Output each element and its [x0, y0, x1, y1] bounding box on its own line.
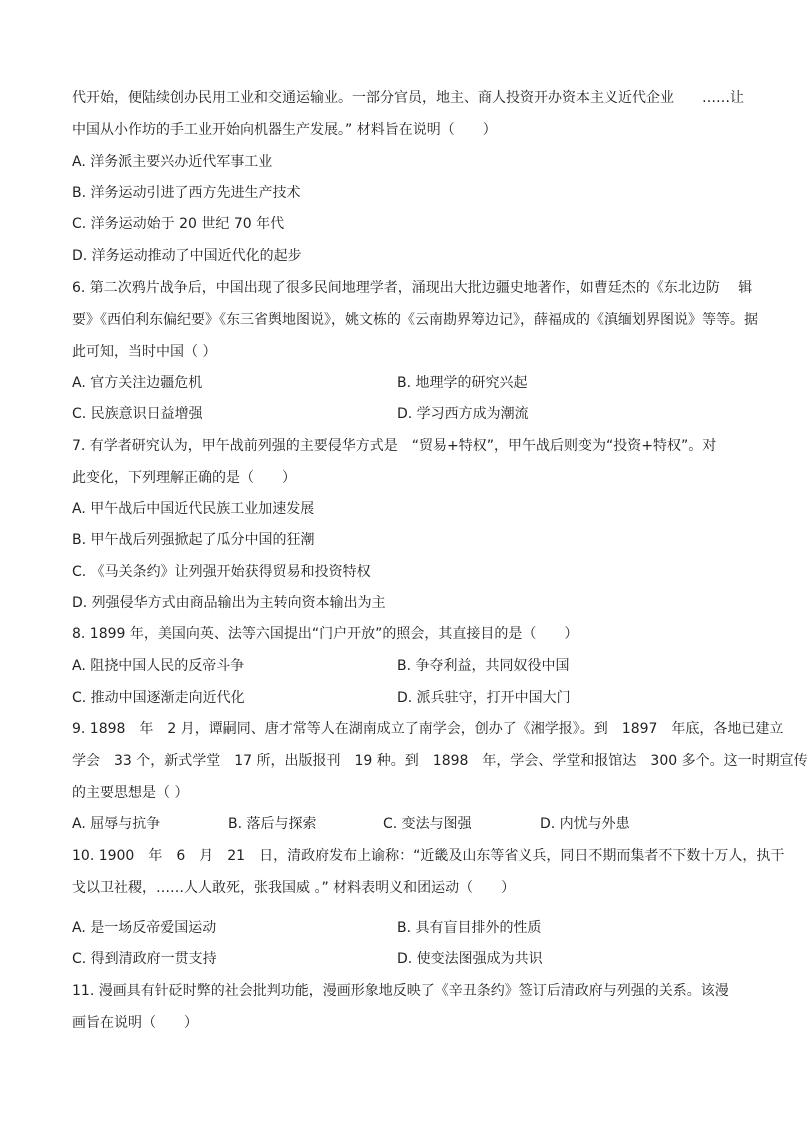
q5-option-b: B. 洋务运动引进了西方先进生产技术	[72, 185, 301, 201]
q5-option-d: D. 洋务运动推动了中国近代化的起步	[72, 248, 302, 264]
q8-stem-line-1: 8. 1899 年，美国向英、法等六国提出“门户开放”的照会，其直接目的是（ ）	[72, 626, 579, 642]
q7-option-a: A. 甲午战后中国近代民族工业加速发展	[72, 501, 315, 517]
q9-option-b: B. 落后与探索	[228, 816, 317, 832]
q6-stem-line-1: 6. 第二次鸦片战争后，中国出现了很多民间地理学者，涌现出大批边疆史地著作，如曹廷杰的《东北边防 辑	[72, 280, 753, 296]
q11-stem-line-2: 画旨在说明（ ）	[72, 1015, 198, 1031]
q8-option-b: B. 争夺利益，共同奴役中国	[397, 658, 570, 674]
q6-stem-line-2: 要》《西伯利东偏纪要》《东三省舆地图说》，姚文栋的《云南勘界筹边记》，薛福成的《滇缅划界图说》等等。据	[72, 312, 758, 328]
q7-option-c: C. 《马关条约》让列强开始获得贸易和投资特权	[72, 564, 371, 580]
q10-option-b: B. 具有盲目排外的性质	[397, 920, 542, 936]
q5-stem-line-2: 中国从小作坊的手工业开始向机器生产发展。” 材料旨在说明（ ）	[72, 122, 497, 138]
q10-option-a: A. 是一场反帝爱国运动	[72, 920, 217, 936]
q10-option-c: C. 得到清政府一贯支持	[72, 951, 217, 967]
q7-stem-line-2: 此变化，下列理解正确的是（ ）	[72, 470, 296, 486]
q7-option-d: D. 列强侵华方式由商品输出为主转向资本输出为主	[72, 595, 386, 611]
q11-stem-line-1: 11. 漫画具有针砭时弊的社会批判功能，漫画形象地反映了《辛丑条约》签订后清政府与列强的关系。该漫	[72, 983, 729, 999]
q8-option-a: A. 阻挠中国人民的反帝斗争	[72, 658, 245, 674]
q10-stem-line-2: 戈以卫社稷，……人人敢死，张我国威 。” 材料表明义和团运动（ ）	[72, 880, 516, 896]
q6-option-d: D. 学习西方成为潮流	[397, 406, 529, 422]
q10-stem-line-1: 10. 1900 年 6 月 21 日，清政府发布上谕称：“近畿及山东等省义兵，同日不期而集者不下数十万人，执干	[72, 848, 785, 864]
q5-option-a: A. 洋务派主要兴办近代军事工业	[72, 154, 273, 170]
q6-stem-line-3: 此可知，当时中国（ ）	[72, 344, 217, 360]
q9-stem-line-1: 9. 1898 年 2 月，谭嗣同、唐才常等人在湖南成立了南学会，创办了《湘学报》。到 1897 年底，各地已建立	[72, 721, 784, 737]
q9-option-d: D. 内忧与外患	[540, 816, 630, 832]
q7-option-b: B. 甲午战后列强掀起了瓜分中国的狂潮	[72, 532, 315, 548]
q5-option-c: C. 洋务运动始于 20 世纪 70 年代	[72, 216, 285, 232]
q9-stem-line-2: 学会 33 个，新式学堂 17 所，出版报刊 19 种。到 1898 年，学会、学堂和报馆达 300 多个。这一时期宣传	[72, 753, 808, 769]
q9-stem-line-3: 的主要思想是（ ）	[72, 785, 189, 801]
q7-stem-line-1: 7. 有学者研究认为，甲午战前列强的主要侵华方式是 “贸易+特权”，甲午战后则变为“投资+特权”。对	[72, 438, 717, 454]
q5-stem-line-1: 代开始，便陆续创办民用工业和交通运输业。一部分官员，地主、商人投资开办资本主义近代企业 ……让	[72, 90, 744, 106]
q6-option-c: C. 民族意识日益增强	[72, 406, 203, 422]
q10-option-d: D. 使变法图强成为共识	[397, 951, 543, 967]
q9-option-c: C. 变法与图强	[383, 816, 472, 832]
q8-option-c: C. 推动中国逐渐走向近代化	[72, 690, 245, 706]
q8-option-d: D. 派兵驻守，打开中国大门	[397, 690, 571, 706]
q9-option-a: A. 屈辱与抗争	[72, 816, 161, 832]
q6-option-a: A. 官方关注边疆危机	[72, 375, 203, 391]
q6-option-b: B. 地理学的研究兴起	[397, 375, 528, 391]
